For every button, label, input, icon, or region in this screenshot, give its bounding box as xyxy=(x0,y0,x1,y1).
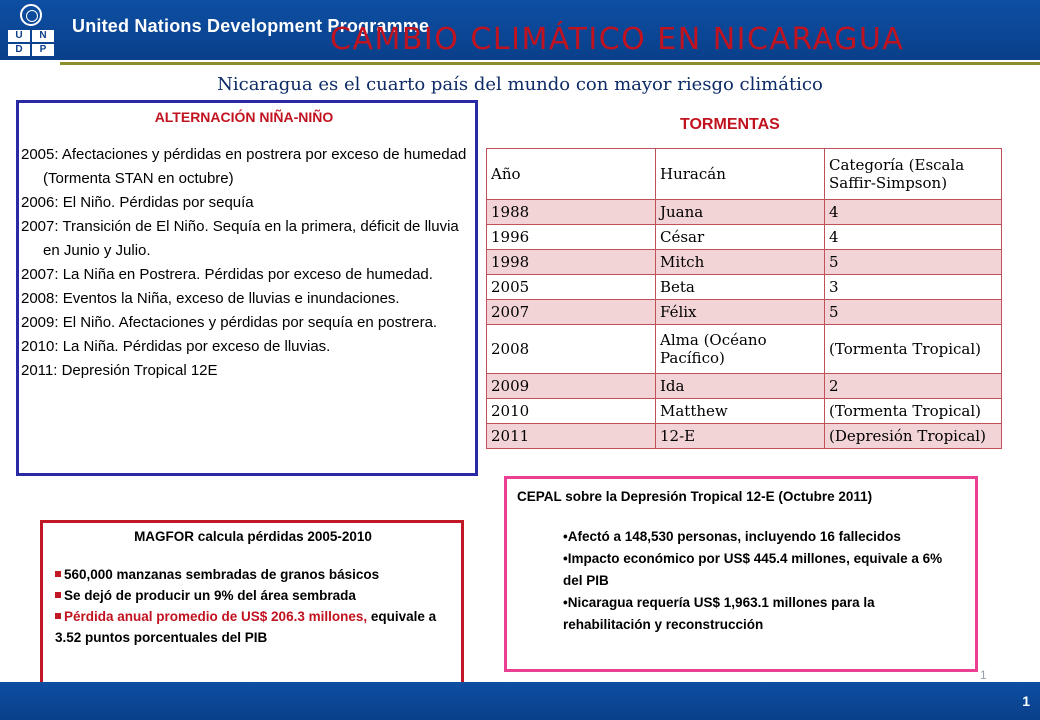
table-cell: Juana xyxy=(656,200,825,225)
list-item xyxy=(55,585,451,606)
magfor-box xyxy=(40,520,464,692)
table-cell: Matthew xyxy=(656,399,825,424)
page-subtitle: Nicaragua es el cuarto país del mundo con mayor riesgo climático xyxy=(217,74,823,95)
list-item xyxy=(563,548,965,592)
alternancia-list xyxy=(21,143,467,383)
list-item: 2005: Afectaciones y pérdidas en postrera por exceso de humedad (Tormenta STAN en octubre) xyxy=(21,146,467,187)
list-item-text: equivale a 3.52 puntos porcentuales del PIB xyxy=(55,609,437,645)
storms-title: TORMENTAS xyxy=(680,116,780,133)
table-cell: 3 xyxy=(825,275,1002,300)
table-row xyxy=(487,225,1002,250)
square-bullet-icon xyxy=(55,613,61,619)
table-cell: 2011 xyxy=(487,424,656,449)
cepal-box xyxy=(504,476,978,672)
list-item xyxy=(563,526,965,548)
table-cell: 1988 xyxy=(487,200,656,225)
magfor-title: MAGFOR calcula pérdidas 2005-2010 xyxy=(134,529,372,544)
table-header-cell: Categoría (Escala Saffir-Simpson) xyxy=(825,149,1002,200)
list-item: 2010: La Niña. Pérdidas por exceso de lluvias. xyxy=(21,338,331,355)
table-row xyxy=(487,325,1002,374)
list-item: 2006: El Niño. Pérdidas por sequía xyxy=(21,194,254,211)
table-cell: 4 xyxy=(825,200,1002,225)
table-cell: (Tormenta Tropical) xyxy=(825,399,1002,424)
table-row xyxy=(487,300,1002,325)
table-row xyxy=(487,200,1002,225)
list-item-text: Impacto económico por US$ 445.4 millones, equivale a 6% del PIB xyxy=(563,551,943,588)
table-cell: 5 xyxy=(825,300,1002,325)
magfor-list xyxy=(55,564,451,648)
list-item: 2007: Transición de El Niño. Sequía en la primera, déficit de lluvia en Junio y Julio. xyxy=(21,218,459,259)
list-item xyxy=(55,564,451,585)
square-bullet-icon xyxy=(55,592,61,598)
table-cell: 5 xyxy=(825,250,1002,275)
table-cell: Mitch xyxy=(656,250,825,275)
table-header-row xyxy=(487,149,1002,200)
table-cell: 1998 xyxy=(487,250,656,275)
table-cell: 1996 xyxy=(487,225,656,250)
list-item xyxy=(55,606,451,648)
table-cell: (Tormenta Tropical) xyxy=(825,325,1002,374)
table-cell: 2008 xyxy=(487,325,656,374)
table-row xyxy=(487,275,1002,300)
table-cell: Alma (Océano Pacífico) xyxy=(656,325,825,374)
list-item: 2009: El Niño. Afectaciones y pérdidas por sequía en postrera. xyxy=(21,314,438,331)
cepal-list xyxy=(517,526,965,636)
logo-letter: N xyxy=(32,30,54,42)
table-header-cell: Huracán xyxy=(656,149,825,200)
table-cell: 4 xyxy=(825,225,1002,250)
table-cell: 12-E xyxy=(656,424,825,449)
logo-letter: D xyxy=(8,44,30,56)
un-emblem-icon xyxy=(20,4,42,26)
table-cell: 2009 xyxy=(487,374,656,399)
list-item-text: Afectó a 148,530 personas, incluyendo 16 fallecidos xyxy=(567,529,901,544)
table-row xyxy=(487,424,1002,449)
list-item: 2011: Depresión Tropical 12E xyxy=(21,362,218,379)
list-item xyxy=(563,592,965,636)
table-row xyxy=(487,374,1002,399)
cepal-title: CEPAL sobre la Depresión Tropical 12-E (Octubre 2011) xyxy=(517,489,873,504)
table-cell: 2007 xyxy=(487,300,656,325)
alternancia-title: ALTERNACIÓN NIÑA-NIÑO xyxy=(154,109,334,125)
table-row xyxy=(487,250,1002,275)
table-cell: César xyxy=(656,225,825,250)
table-cell: 2 xyxy=(825,374,1002,399)
table-cell: 2005 xyxy=(487,275,656,300)
table-cell: Félix xyxy=(656,300,825,325)
table-cell: Beta xyxy=(656,275,825,300)
table-header-cell: Año xyxy=(487,149,656,200)
logo-letter: U xyxy=(8,30,30,42)
alternancia-box xyxy=(16,100,478,476)
list-item-text: Nicaragua requería US$ 1,963.1 millones para la rehabilitación y reconstrucción xyxy=(563,595,875,632)
list-item-text: 560,000 manzanas sembradas de granos básicos xyxy=(64,567,380,582)
square-bullet-icon xyxy=(55,571,61,577)
table-cell: 2010 xyxy=(487,399,656,424)
highlight-text: Pérdida anual promedio de US$ 206.3 millones, xyxy=(64,609,368,624)
storms-table xyxy=(486,148,1002,449)
list-item: 2007: La Niña en Postrera. Pérdidas por exceso de humedad. xyxy=(21,266,433,283)
logo-letter: P xyxy=(32,44,54,56)
table-row xyxy=(487,399,1002,424)
table-cell: (Depresión Tropical) xyxy=(825,424,1002,449)
list-item: 2008: Eventos la Niña, exceso de lluvias e inundaciones. xyxy=(21,290,400,307)
page-title: CAMBIO CLIMÁTICO EN NICARAGUA xyxy=(330,22,905,57)
faint-page-number: 1 xyxy=(980,668,987,682)
list-item-text: Se dejó de producir un 9% del área sembrada xyxy=(64,588,356,603)
page-number: 1 xyxy=(1022,693,1030,709)
title-divider xyxy=(60,62,1040,65)
org-name: United Nations Development Programme xyxy=(72,16,430,36)
undp-logo xyxy=(8,4,54,58)
table-cell: Ida xyxy=(656,374,825,399)
footer-bar xyxy=(0,682,1040,720)
